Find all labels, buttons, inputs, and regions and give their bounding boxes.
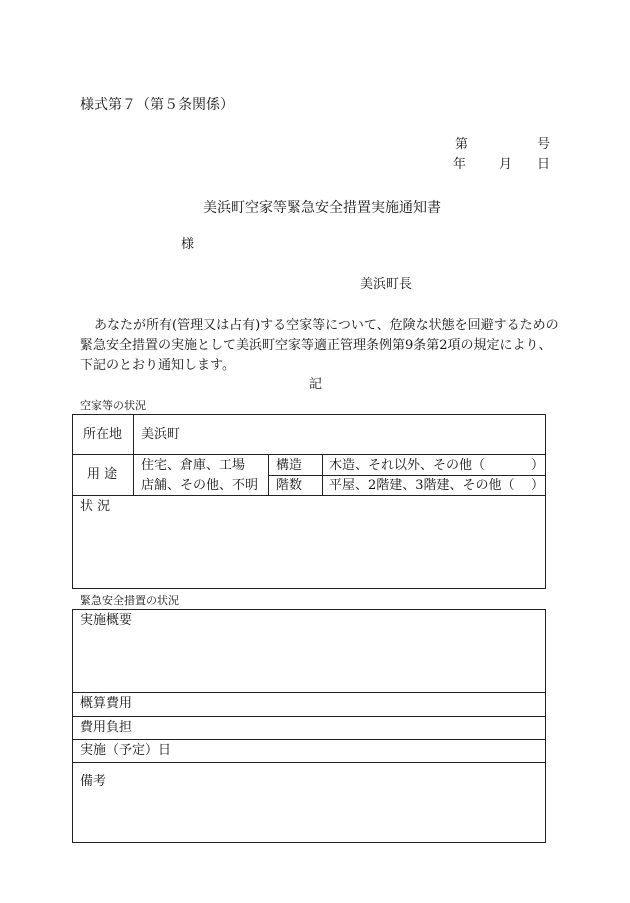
structure-close: ）: [531, 458, 545, 473]
burden-label: 費用負担: [80, 720, 133, 735]
body-line-3: 下記のとおり通知します。: [80, 358, 235, 373]
status-label: 状 況: [80, 499, 111, 514]
form-label: 様式第７（第５条関係）: [80, 97, 234, 113]
use-label: 用 途: [87, 467, 118, 482]
section2-heading: 緊急安全措置の状況: [80, 594, 179, 607]
table1-divider: [133, 414, 134, 495]
date-label: 実施（予定）日: [80, 743, 172, 758]
table2-divider: [72, 692, 546, 693]
table1-divider: [268, 475, 546, 476]
ki-label: 記: [309, 377, 323, 392]
table2-divider: [72, 716, 546, 717]
date-month: 月: [499, 157, 513, 172]
body-line-1: あなたが所有(管理又は占有)する空家等について、危険な状態を回避するための: [94, 318, 559, 333]
structure-value: 木造、それ以外、その他（: [329, 458, 486, 473]
cost-label: 概算費用: [80, 696, 133, 711]
remarks-label: 備考: [80, 774, 107, 789]
emergency-measures-table: [72, 609, 546, 843]
floors-close: ）: [531, 478, 545, 493]
body-line-2: 緊急安全措置の実施として美浜町空家等適正管理条例第9条第2項の規定により、: [80, 338, 552, 353]
number-go: 号: [537, 137, 551, 152]
addressee-suffix: 様: [181, 237, 195, 252]
location-value: 美浜町: [141, 427, 181, 442]
use-options-line1: 住宅、倉庫、工場: [141, 458, 246, 473]
overview-label: 実施概要: [80, 613, 133, 628]
section1-heading: 空家等の状況: [80, 399, 146, 412]
floors-label: 階数: [276, 478, 303, 493]
document-title: 美浜町空家等緊急安全措置実施通知書: [203, 200, 441, 216]
table1-divider: [72, 454, 546, 455]
date-year: 年: [453, 157, 467, 172]
number-dai: 第: [455, 137, 469, 152]
use-options-line2: 店舗、その他、不明: [141, 478, 259, 493]
floors-value: 平屋、2階建、3階建、その他（: [329, 478, 515, 493]
issuer-name: 美浜町長: [360, 277, 413, 292]
location-label: 所在地: [83, 427, 123, 442]
date-day: 日: [537, 157, 551, 172]
table2-divider: [72, 762, 546, 763]
structure-label: 構造: [276, 458, 303, 473]
table1-divider: [72, 495, 546, 496]
table2-divider: [72, 739, 546, 740]
